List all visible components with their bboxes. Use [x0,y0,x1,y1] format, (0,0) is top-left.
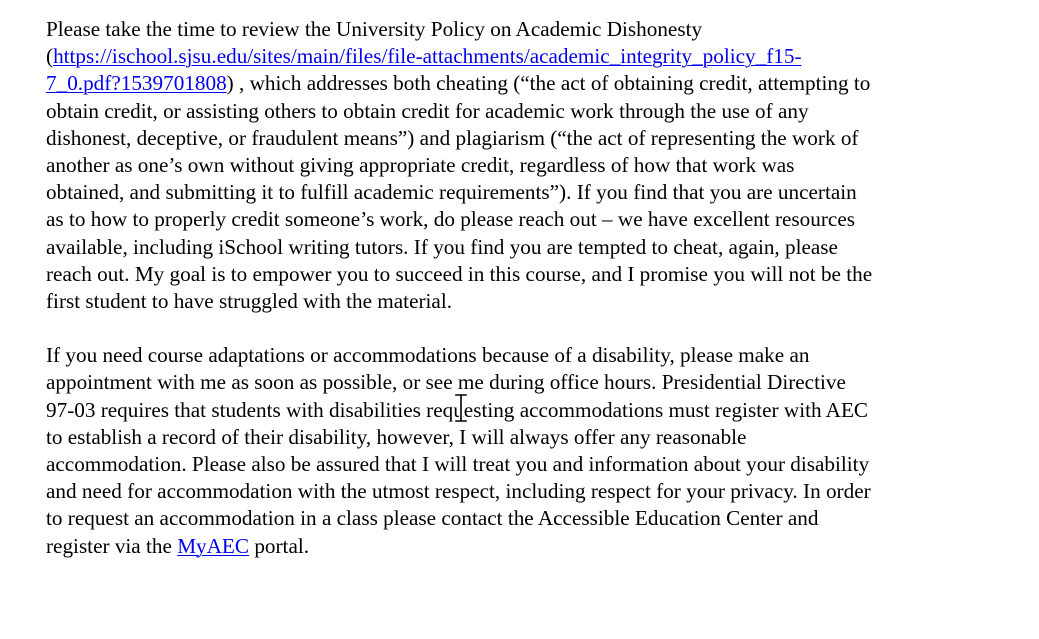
text-run: register via the [46,533,178,558]
document-body [46,16,1031,560]
academic-integrity-policy-link[interactable]: https://ischool.sjsu.edu/sites/main/files/file-attachments/academic_integrity_policy_f15- [53,44,802,69]
text-run: and need for accommodation with the utmost respect, including respect for your privacy. In order [46,479,871,504]
text-run: dishonest, deceptive, or fraudulent means”) and plagiarism (“the act of representing the work of [46,125,859,150]
text-line [46,342,1031,369]
text-run: accommodation. Please also be assured that I will treat you and information about your disability [46,452,870,476]
text-run: available, including iSchool writing tutors. If you find you are tempted to cheat, again, please [46,234,838,259]
text-run: ( [46,44,54,69]
text-run: 97-03 requires that students with disabilities requesting accommodations must register with AEC [46,397,869,422]
text-run: ) , which addresses both cheating (“the act of obtaining credit, attempting to [226,71,871,96]
text-line [46,234,1031,261]
text-line [46,206,1031,233]
disability-accommodations-paragraph [46,342,1031,560]
text-line [46,179,1031,206]
text-run: another as one’s own without giving appropriate credit, regardless of how that work was [46,152,795,177]
academic-integrity-policy-link-continued[interactable]: 7_0.pdf?1539701808 [46,71,227,96]
text-line [46,478,1031,505]
text-run: obtained, and submitting it to fulfill academic requirements”). If you find that you are uncertain [46,180,857,205]
text-line [46,369,1031,396]
text-line [46,70,1031,97]
text-line [46,152,1031,179]
text-run: first student to have struggled with the material. [46,288,452,313]
text-run: as to how to properly credit someone’s work, do please reach out – we have excellent resources [46,207,855,232]
text-run: obtain credit, or assisting others to obtain credit for academic work through the use of any [46,98,809,123]
text-line [46,43,1031,70]
text-line [46,98,1031,125]
academic-dishonesty-paragraph [46,16,1031,315]
text-line [46,451,1031,478]
text-line [46,16,1031,43]
text-line [46,424,1031,451]
text-line [46,125,1031,152]
text-run: If you need course adaptations or accommodations because of a disability, please make an [46,343,810,368]
text-run: Please take the time to review the University Policy on Academic Dishonesty [46,17,703,41]
text-line [46,533,1031,560]
text-line [46,261,1031,288]
text-line [46,505,1031,532]
text-run: reach out. My goal is to empower you to succeed in this course, and I promise you will not be the [46,261,873,286]
myaec-portal-link[interactable]: MyAEC [177,533,250,558]
text-run: to establish a record of their disability, however, I will always offer any reasonable [46,424,747,449]
text-run: portal. [249,533,310,558]
text-line [46,288,1031,315]
text-run: appointment with me as soon as possible, or see me during office hours. Presidential Directive [46,370,846,395]
text-line [46,397,1031,424]
text-run: to request an accommodation in a class please contact the Accessible Education Center and [46,506,819,531]
text-ibeam-cursor-icon [454,393,468,423]
